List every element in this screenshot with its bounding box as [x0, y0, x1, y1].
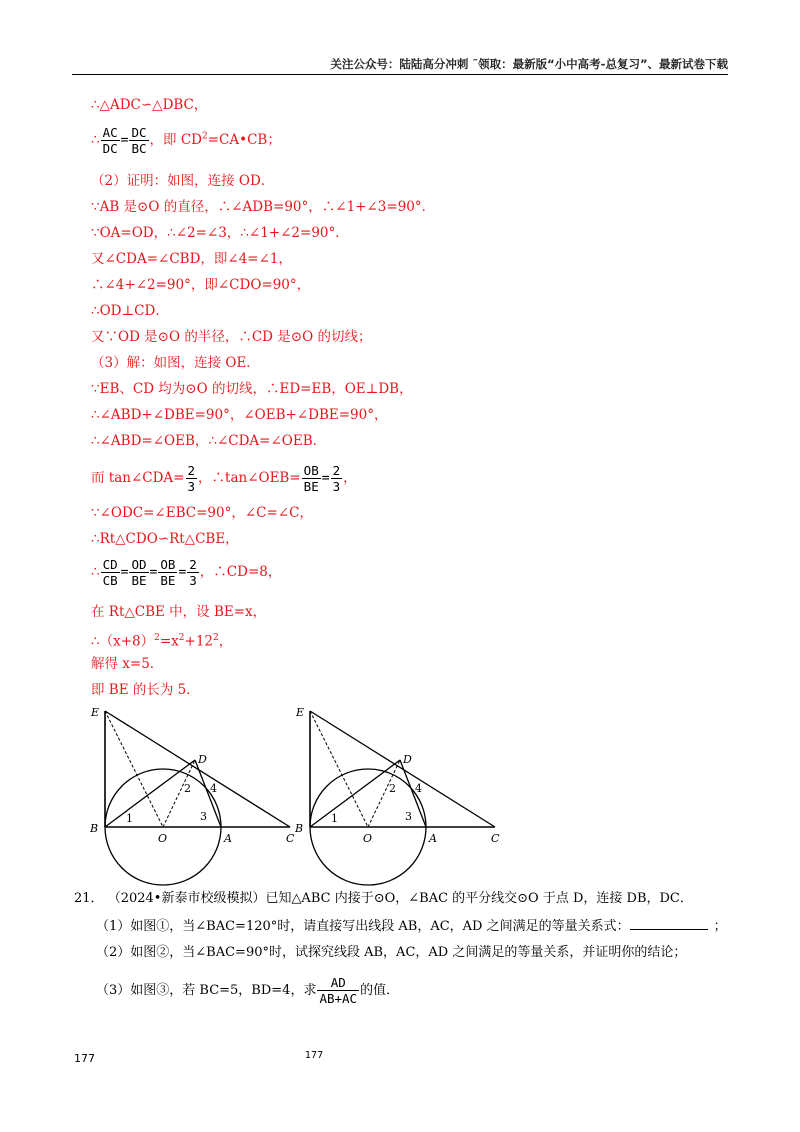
solution-line-6: 又∠CDA=∠CBD，即∠4=∠1，: [91, 251, 293, 267]
question-21-part-3: （3）如图③，若 BC=5，BD=4，求 $\frac{AD}{AB+AC}$ 的值．: [96, 975, 400, 1006]
label-e: E: [91, 706, 100, 719]
solution-line-5: ∵OA=OD，∴∠2=∠3，∴∠1+∠2=90°．: [91, 225, 349, 241]
svg-text:B: B: [295, 822, 304, 835]
svg-text:E: E: [296, 706, 305, 719]
page-number-left: 177: [74, 1052, 95, 1065]
fraction-dc-bc: $\frac{DC}{BC}$: [131, 125, 147, 156]
question-21-stem: 21． （2024•新泰市校级模拟）已知△ABC 内接于⊙O，∠BAC 的平分线交⊙O 于点 D，连接 DB，DC．: [74, 891, 693, 906]
svg-text:A: A: [429, 832, 437, 845]
fraction-2-3-c: $\frac{2}{3}$: [189, 557, 197, 588]
solution-line-2: ∴ $\frac{AC}{DC}$ = $\frac{DC}{BC}$ ，即 $CD^2=CA•CB$；: [91, 125, 281, 156]
solution-line-1: ∴△ADC∽△DBC，: [91, 97, 208, 113]
fraction-ac-dc: $\frac{AC}{DC}$: [102, 125, 118, 156]
solution-line-21: 即 BE 的长为 5．: [91, 682, 200, 698]
svg-text:4: 4: [210, 782, 217, 795]
label-d: D: [198, 753, 207, 766]
solution-line-16: ∴Rt△CDO∽Rt△CBE，: [91, 531, 239, 547]
fraction-2-3-b: $\frac{2}{3}$: [332, 463, 341, 494]
answer-blank[interactable]: [630, 917, 708, 930]
svg-text:2: 2: [184, 782, 191, 795]
solution-line-4: ∵AB 是⊙O 的直径，∴∠ADB=90°，∴∠1+∠3=90°．: [91, 199, 436, 215]
solution-line-11: ∵EB、CD 均为⊙O 的切线，∴ED=EB，OE⊥DB，: [91, 381, 413, 397]
page-header: 关注公众号：陆陆高分冲刺 ˜领取：最新版“小中高考-总复习”、最新试卷下载: [330, 57, 728, 71]
solution-line-7: ∴∠4+∠2=90°，即∠CDO=90°，: [91, 277, 311, 293]
svg-text:3: 3: [200, 810, 207, 823]
label-a: A: [224, 832, 232, 845]
solution-line-19: $\therefore(x+8)^2=x^2+12^2$，: [91, 633, 233, 650]
fraction-ad-ab-ac: $\frac{AD}{AB+AC}$: [319, 975, 358, 1006]
svg-text:D: D: [403, 753, 412, 766]
svg-text:4: 4: [415, 782, 422, 795]
therefore-symbol: ∴: [91, 132, 100, 148]
label-b: B: [90, 822, 99, 835]
fraction-2-3: $\frac{2}{3}$: [187, 463, 196, 494]
fraction-od-be: $\frac{OD}{BE}$: [131, 557, 147, 588]
solution-line-15: ∵∠ODC=∠EBC=90°，∠C=∠C，: [91, 505, 313, 521]
solution-line-18: 在 Rt△CBE 中，设 BE=x，: [91, 604, 267, 620]
solution-line-10: （3）解：如图，连接 OE．: [91, 355, 260, 371]
fraction-ob-be-2: $\frac{OB}{BE}$: [160, 557, 176, 588]
svg-text:2: 2: [389, 782, 396, 795]
solution-line-12: ∴∠ABD+∠DBE=90°，∠OEB+∠DBE=90°，: [91, 407, 388, 423]
fraction-ob-be: $\frac{OB}{BE}$: [303, 463, 319, 494]
solution-line-3: （2）证明：如图，连接 OD．: [91, 173, 275, 189]
question-21-part-1: （1）如图①，当∠BAC=120°时，请直接写出线段 AB，AC，AD 之间满足的等量关系式： ；: [96, 919, 727, 934]
label-o: O: [158, 832, 168, 845]
solution-line-17: ∴ $\frac{CD}{CB}$ = $\frac{OD}{BE}$ = $\frac{OB}{BE}$ = $\frac{2}{3}$ ，∴CD=8，: [91, 557, 282, 588]
solution-line-8: ∴OD⊥CD．: [91, 303, 169, 319]
solution-line-9: 又∵OD 是⊙O 的半径，∴CD 是⊙O 的切线；: [91, 329, 372, 345]
label-c: C: [286, 832, 295, 845]
page-number-center: 177: [305, 1050, 324, 1061]
solution-line-13: ∴∠ABD=∠OEB，∴∠CDA=∠OEB．: [91, 433, 327, 449]
svg-text:1: 1: [331, 812, 338, 825]
svg-text:C: C: [491, 832, 500, 845]
fraction-cd-cb: $\frac{CD}{CB}$: [102, 557, 118, 588]
svg-text:O: O: [363, 832, 373, 845]
svg-text:1: 1: [126, 812, 133, 825]
solution-line-20: 解得 x=5．: [91, 656, 164, 672]
geometry-figure-left: [88, 700, 308, 890]
solution-line-14: 而 tan∠CDA= $\frac{2}{3}$ ，∴tan∠OEB= $\frac{OB}{BE}$ = $\frac{2}{3}$ ，: [91, 463, 357, 494]
svg-text:3: 3: [405, 810, 412, 823]
geometry-figure-right: [293, 700, 513, 890]
question-number: 21．: [74, 891, 104, 906]
question-21-part-2: （2）如图②，当∠BAC=90°时，试探究线段 AB，AC，AD 之间满足的等量关系，并证明你的结论；: [96, 945, 687, 960]
header-rule: [72, 74, 728, 75]
